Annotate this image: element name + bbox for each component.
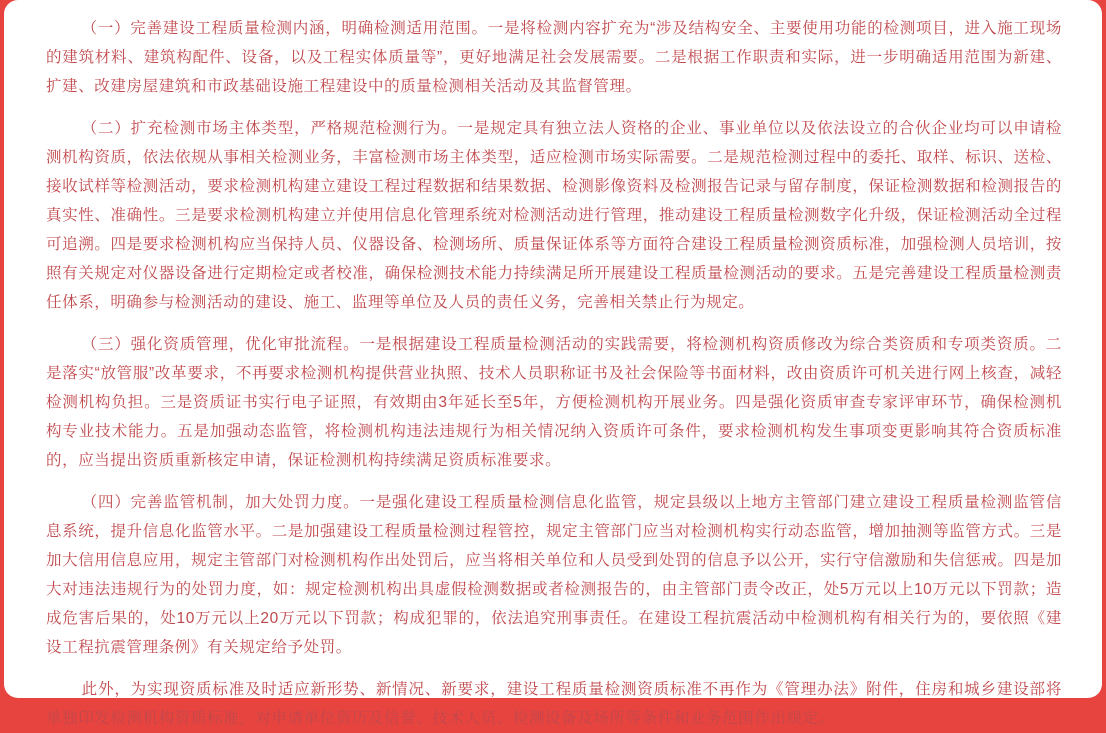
paragraph-closing: 此外，为实现资质标准及时适应新形势、新情况、新要求，建设工程质量检测资质标准不再作为《管理办法》附件，住房和城乡建设部将单独印发检测机构资质标准，对申请单位资历及信誉、技术人员、检测设备及场所等条件和业务范围作出规定。: [46, 675, 1062, 733]
paragraph-section-3: （三）强化资质管理，优化审批流程。一是根据建设工程质量检测活动的实践需要，将检测机构资质修改为综合类资质和专项类资质。二是落实“放管服”改革要求，不再要求检测机构提供营业执照、技术人员职称证书及社会保险等书面材料，改由资质许可机关进行网上核查，减轻检测机构负担。三是资质证书实行电子证照，有效期由3年延长至5年，方便检测机构开展业务。四是强化资质审查专家评审环节，确保检测机构专业技术能力。五是加强动态监管，将检测机构违法违规行为相关情况纳入资质许可条件，要求检测机构发生事项变更影响其符合资质标准的，应当提出资质重新核定申请，保证检测机构持续满足资质标准要求。: [46, 330, 1062, 475]
document-page: [4, 0, 1102, 698]
paragraph-section-2: （二）扩充检测市场主体类型，严格规范检测行为。一是规定具有独立法人资格的企业、事业单位以及依法设立的合伙企业均可以申请检测机构资质，依法依规从事相关检测业务，丰富检测市场主体类型，适应检测市场实际需要。二是规范检测过程中的委托、取样、标识、送检、接收试样等检测活动，要求检测机构建立建设工程过程数据和结果数据、检测影像资料及检测报告记录与留存制度，保证检测数据和检测报告的真实性、准确性。三是要求检测机构建立并使用信息化管理系统对检测活动进行管理，推动建设工程质量检测数字化升级，保证检测活动全过程可追溯。四是要求检测机构应当保持人员、仪器设备、检测场所、质量保证体系等方面符合建设工程质量检测资质标准，加强检测人员培训，按照有关规定对仪器设备进行定期检定或者校准，确保检测技术能力持续满足所开展建设工程质量检测活动的要求。五是完善建设工程质量检测责任体系，明确参与检测活动的建设、施工、监理等单位及人员的责任义务，完善相关禁止行为规定。: [46, 114, 1062, 317]
paragraph-section-4: （四）完善监管机制，加大处罚力度。一是强化建设工程质量检测信息化监管，规定县级以上地方主管部门建立建设工程质量检测监管信息系统，提升信息化监管水平。二是加强建设工程质量检测过程管控，规定主管部门应当对检测机构实行动态监管，增加抽测等监管方式。三是加大信用信息应用，规定主管部门对检测机构作出处罚后，应当将相关单位和人员受到处罚的信息予以公开，实行守信激励和失信惩戒。四是加大对违法违规行为的处罚力度，如：规定检测机构出具虚假检测数据或者检测报告的，由主管部门责令改正，处5万元以上10万元以下罚款；造成危害后果的，处10万元以上20万元以下罚款；构成犯罪的，依法追究刑事责任。在建设工程抗震活动中检测机构有相关行为的，要依照《建设工程抗震管理条例》有关规定给予处罚。: [46, 488, 1062, 662]
paragraph-section-1: （一）完善建设工程质量检测内涵，明确检测适用范围。一是将检测内容扩充为“涉及结构安全、主要使用功能的检测项目，进入施工现场的建筑材料、建筑构配件、设备，以及工程实体质量等”，更好地满足社会发展需要。二是根据工作职责和实际，进一步明确适用范围为新建、扩建、改建房屋建筑和市政基础设施工程建设中的质量检测相关活动及其监督管理。: [46, 14, 1062, 101]
